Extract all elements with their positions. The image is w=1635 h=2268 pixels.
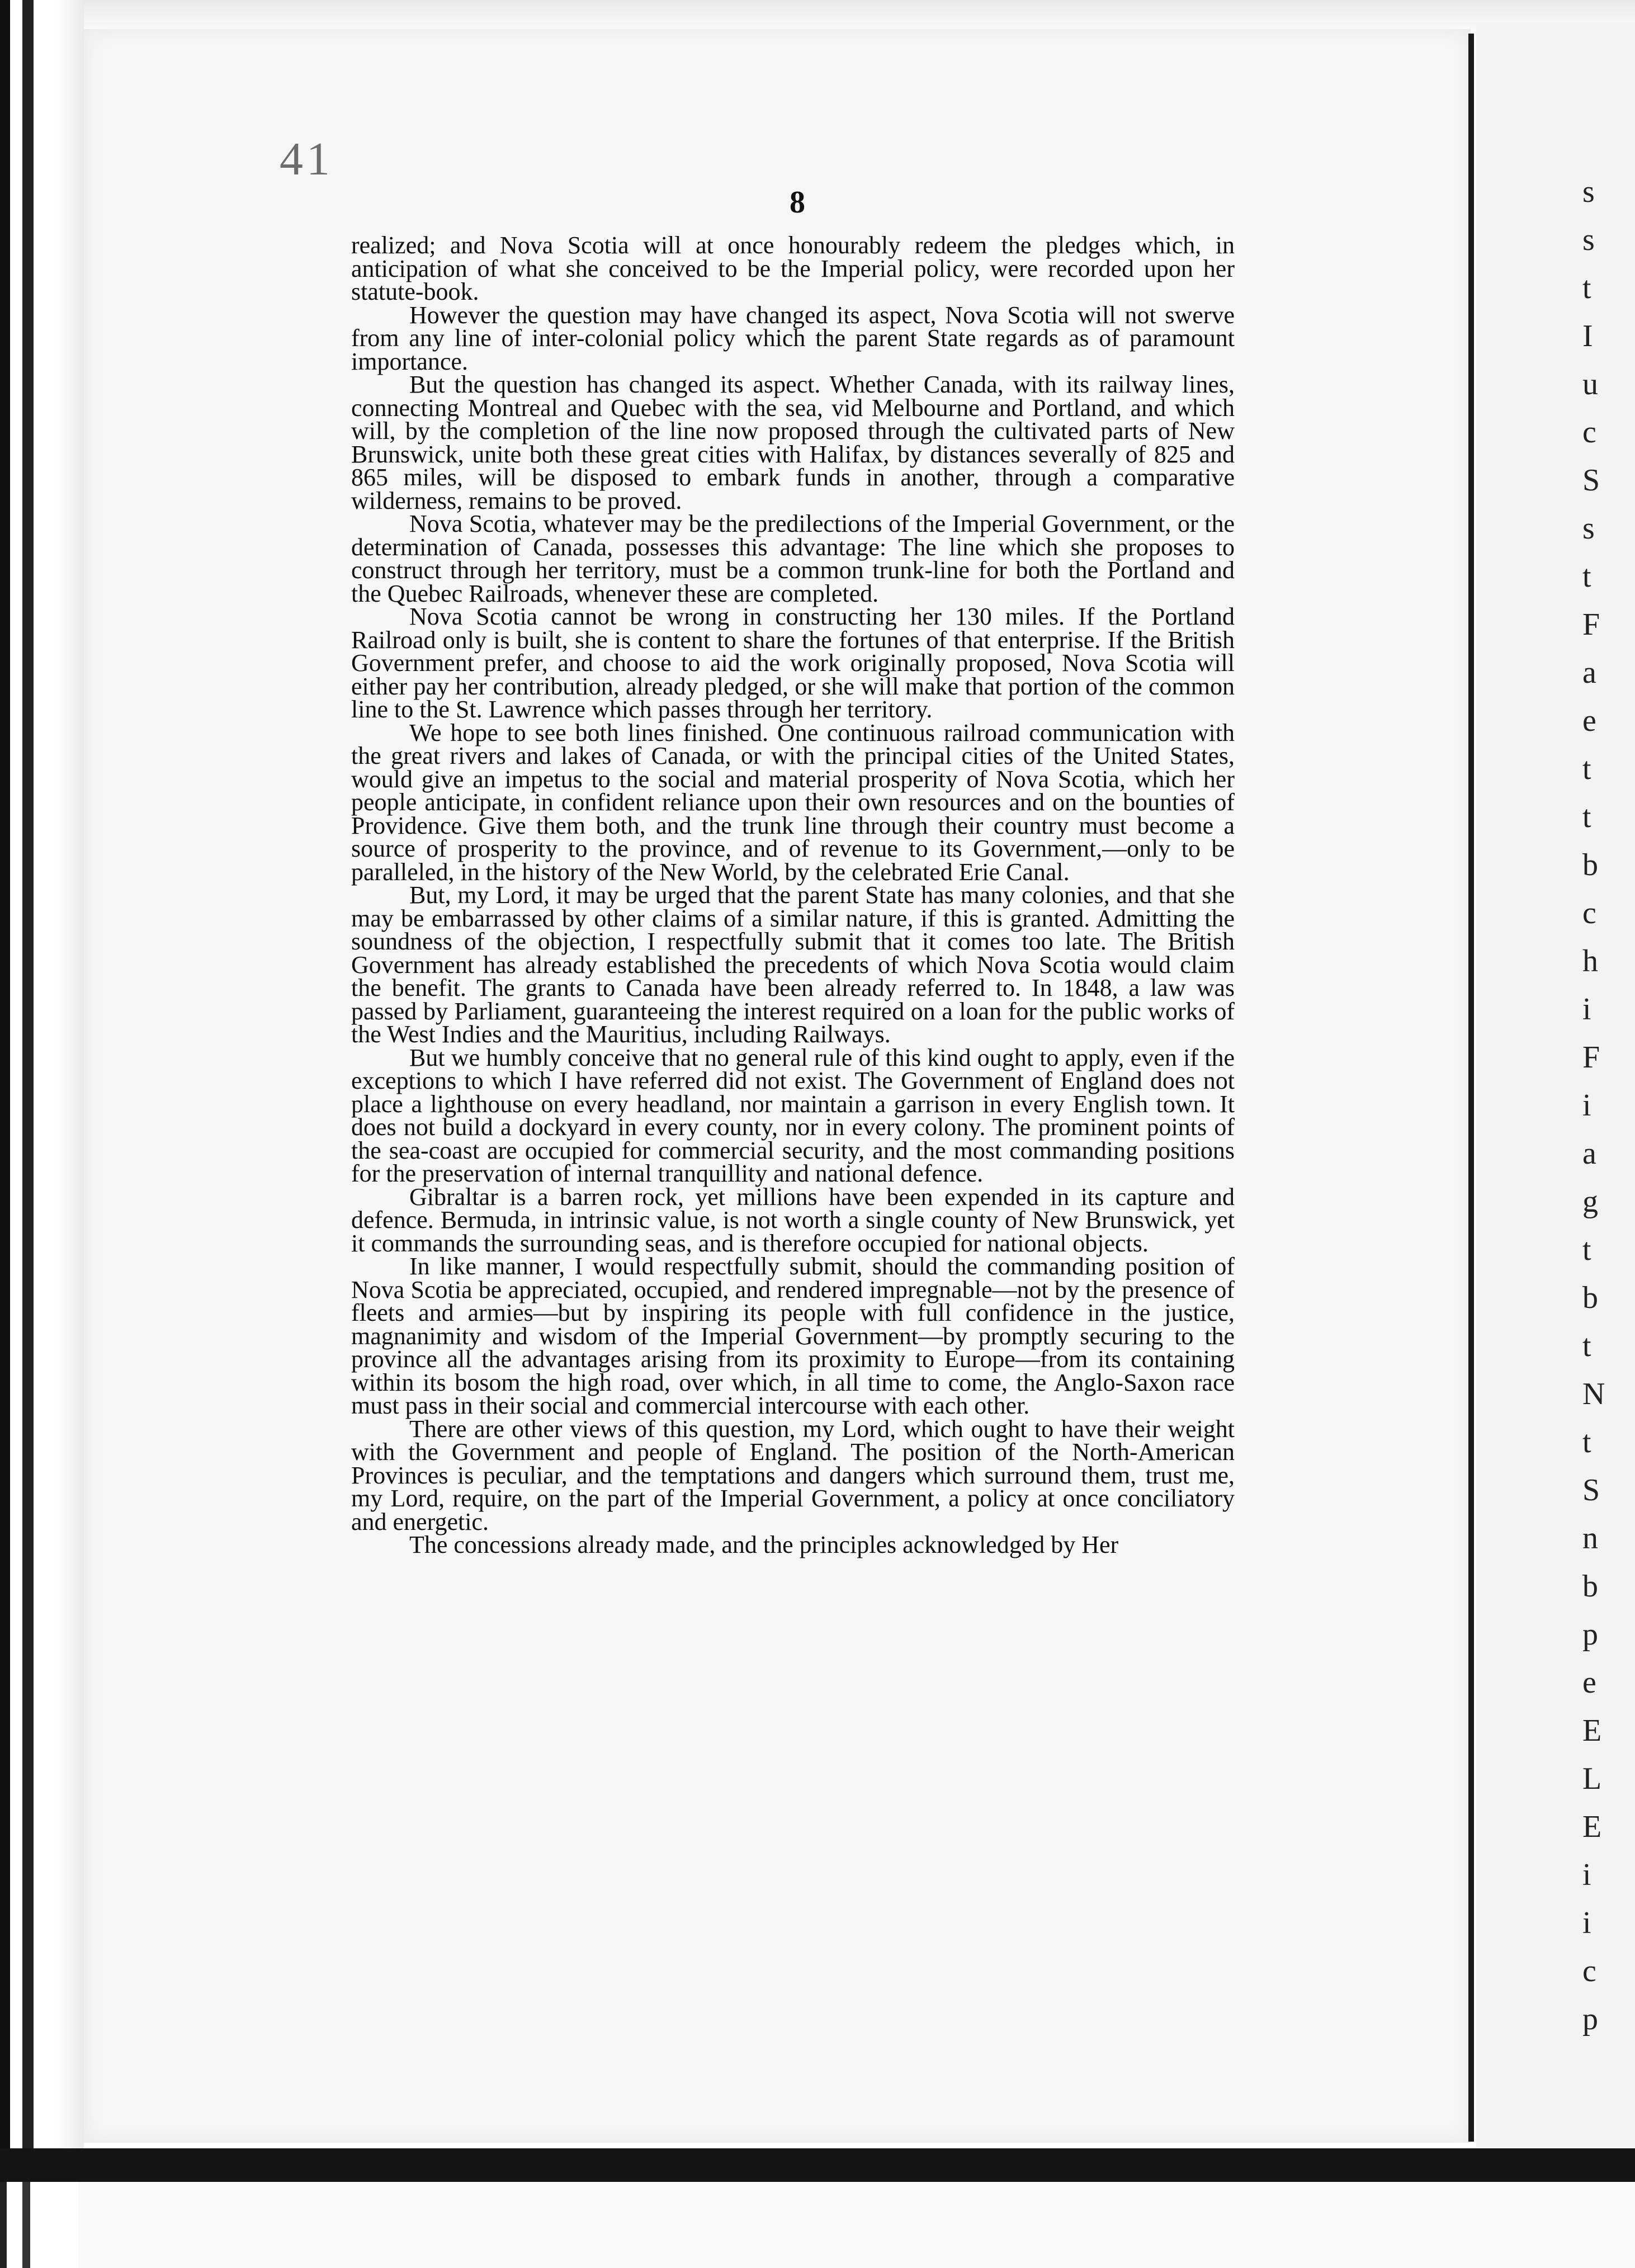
adjacent-page-letter: s <box>1582 511 1595 546</box>
adjacent-page-letter: a <box>1582 1136 1596 1171</box>
scan-bottom-bar <box>0 2148 1635 2182</box>
adjacent-page-letter: s <box>1582 174 1595 209</box>
adjacent-page-letter: t <box>1582 559 1591 594</box>
adjacent-page-letter: i <box>1582 1088 1591 1123</box>
paragraph: The concessions already made, and the principles acknowledged by Her <box>409 1531 1119 1558</box>
adjacent-page-letter: b <box>1582 1281 1598 1315</box>
paragraph: Gibraltar is a barren rock, yet millions have been expended in its capture and defence. Bermuda, in intrinsic value, is not worth a single county of New Brunswick, yet it commands the surrounding seas, and is therefore occupied for national objects. <box>351 1183 1235 1257</box>
adjacent-page-letter: s <box>1582 223 1595 257</box>
adjacent-page-letter: t <box>1582 1425 1591 1459</box>
paragraph: But, my Lord, it may be urged that the parent State has many colonies, and that she may be embarrassed by other claims of a similar nature, if this is granted. Admitting the soundness of the objection, I respectfully submit that it comes too late. The British Government has already established the precedents of which Nova Scotia would claim the benefit. The grants to Canada have been already referred to. In 1848, a law was passed by Parliament, guaranteeing the interest required on a loan for the public works of the West Indies and the Mauritius, including Railways. <box>351 881 1235 1048</box>
adjacent-page-letter: t <box>1582 752 1591 786</box>
scan-bottom-area <box>0 2182 1635 2268</box>
adjacent-page-letter: e <box>1582 703 1596 738</box>
adjacent-page-letter: E <box>1582 1809 1602 1844</box>
adjacent-page-letter: E <box>1582 1713 1602 1748</box>
adjacent-page-letter: L <box>1582 1761 1602 1796</box>
adjacent-page-letter: a <box>1582 655 1596 690</box>
page-fold-line <box>1468 34 1474 2142</box>
body-text <box>351 231 1235 1558</box>
adjacent-page-letter: h <box>1582 944 1598 979</box>
archive-number: 41 <box>280 133 333 185</box>
adjacent-page-letter: c <box>1582 896 1596 930</box>
adjacent-page-letter: c <box>1582 1954 1596 1988</box>
adjacent-page-letter: I <box>1582 319 1593 353</box>
adjacent-page-letter: b <box>1582 848 1598 882</box>
adjacent-page-letter: N <box>1582 1377 1605 1411</box>
adjacent-page-letter: t <box>1582 800 1591 834</box>
paragraph: But we humbly conceive that no general rule of this kind ought to apply, even if the exceptions to which I have referred did not exist. The Government of England does not place a lighthouse on every headland, nor maintain a garrison in every English town. It does not build a dockyard in every county, nor in every colony. The prominent points of the sea-coast are occupied for commercial security, and the most commanding positions for the preservation of internal tranquillity and national defence. <box>351 1043 1235 1187</box>
adjacent-page-letter: F <box>1582 607 1600 642</box>
adjacent-page-letter: c <box>1582 415 1596 450</box>
adjacent-page-letter: e <box>1582 1665 1596 1700</box>
paragraph: But the question has changed its aspect. Whether Canada, with its railway lines, connecting Montreal and Quebec with the sea, vid Melbourne and Portland, and which will, by the completion of the line now proposed through the cultivated parts of New Brunswick, unite both these great cities with Halifax, by distances severally of 825 and 865 miles, will be disposed to embark funds in another, through a comparative wilderness, remains to be proved. <box>351 371 1235 514</box>
adjacent-page-letter: S <box>1582 1473 1600 1508</box>
paragraph: Nova Scotia, whatever may be the predilections of the Imperial Government, or the determination of Canada, possesses this advantage: The line which she proposes to construct through her territory, must be a common trunk-line for both the Portland and the Quebec Railroads, whenever these are completed. <box>351 510 1235 607</box>
adjacent-page-text <box>1582 168 1633 2043</box>
adjacent-page-letter: i <box>1582 992 1591 1027</box>
paragraph: Nova Scotia cannot be wrong in constructing her 130 miles. If the Portland Railroad only is built, she is content to share the fortunes of that enterprise. If the British Government prefer, and choose to aid the work originally proposed, Nova Scotia will either pay her contribution, already pledged, or she will make that portion of the common line to the St. Lawrence which passes through her territory. <box>351 603 1235 723</box>
adjacent-page-letter: F <box>1582 1040 1600 1075</box>
paragraph: There are other views of this question, my Lord, which ought to have their weight with the Government and people of England. The position of the North-American Provinces is peculiar, and the temptations and dangers which surround them, trust me, my Lord, require, on the part of the Imperial Government, a policy at once conciliatory and energetic. <box>351 1415 1235 1535</box>
adjacent-page-letter: S <box>1582 463 1600 498</box>
adjacent-page-letter: u <box>1582 367 1598 401</box>
page-number: 8 <box>790 185 805 220</box>
scan-left-border <box>0 0 84 2268</box>
adjacent-page-letter: p <box>1582 1617 1598 1652</box>
adjacent-page-letter: t <box>1582 1232 1591 1267</box>
adjacent-page-letter: n <box>1582 1521 1598 1556</box>
adjacent-page-letter: i <box>1582 1858 1591 1892</box>
adjacent-page-letter: t <box>1582 271 1591 305</box>
adjacent-page-letter: t <box>1582 1329 1591 1363</box>
adjacent-page-letter: b <box>1582 1569 1598 1604</box>
paragraph: We hope to see both lines finished. One continuous railroad communication with the great rivers and lakes of Canada, or with the principal cities of the United States, would give an impetus to the social and material prosperity of Nova Scotia, which her people anticipate, in confident reliance upon their own resources and on the bounties of Providence. Give them both, and the trunk line through their country must become a source of prosperity to the province, and of revenue to its Government,—only to be paralleled, in the history of the New World, by the celebrated Erie Canal. <box>351 719 1235 886</box>
adjacent-page-letter: i <box>1582 1906 1591 1940</box>
paragraph: realized; and Nova Scotia will at once honourably redeem the pledges which, in anticipation of what she conceived to be the Imperial policy, were recorded upon her statute-book. <box>351 231 1235 305</box>
paragraph: However the question may have changed its aspect, Nova Scotia will not swerve from any line of inter-colonial policy which the parent State regards as of paramount importance. <box>351 301 1235 375</box>
adjacent-page-letter: g <box>1582 1184 1598 1219</box>
adjacent-page-letter: p <box>1582 2002 1598 2037</box>
paragraph: In like manner, I would respectfully submit, should the commanding position of Nova Scotia be appreciated, occupied, and rendered impregnable—not by the presence of fleets and armies—but by inspiring its people with full confidence in the justice, magnanimity and wisdom of the Imperial Government—by promptly securing to the province all the advantages arising from its proximity to Europe—from its containing within its bosom the high road, over which, in all time to come, the Anglo-Saxon race must pass in their social and commercial intercourse with each other. <box>351 1253 1235 1419</box>
